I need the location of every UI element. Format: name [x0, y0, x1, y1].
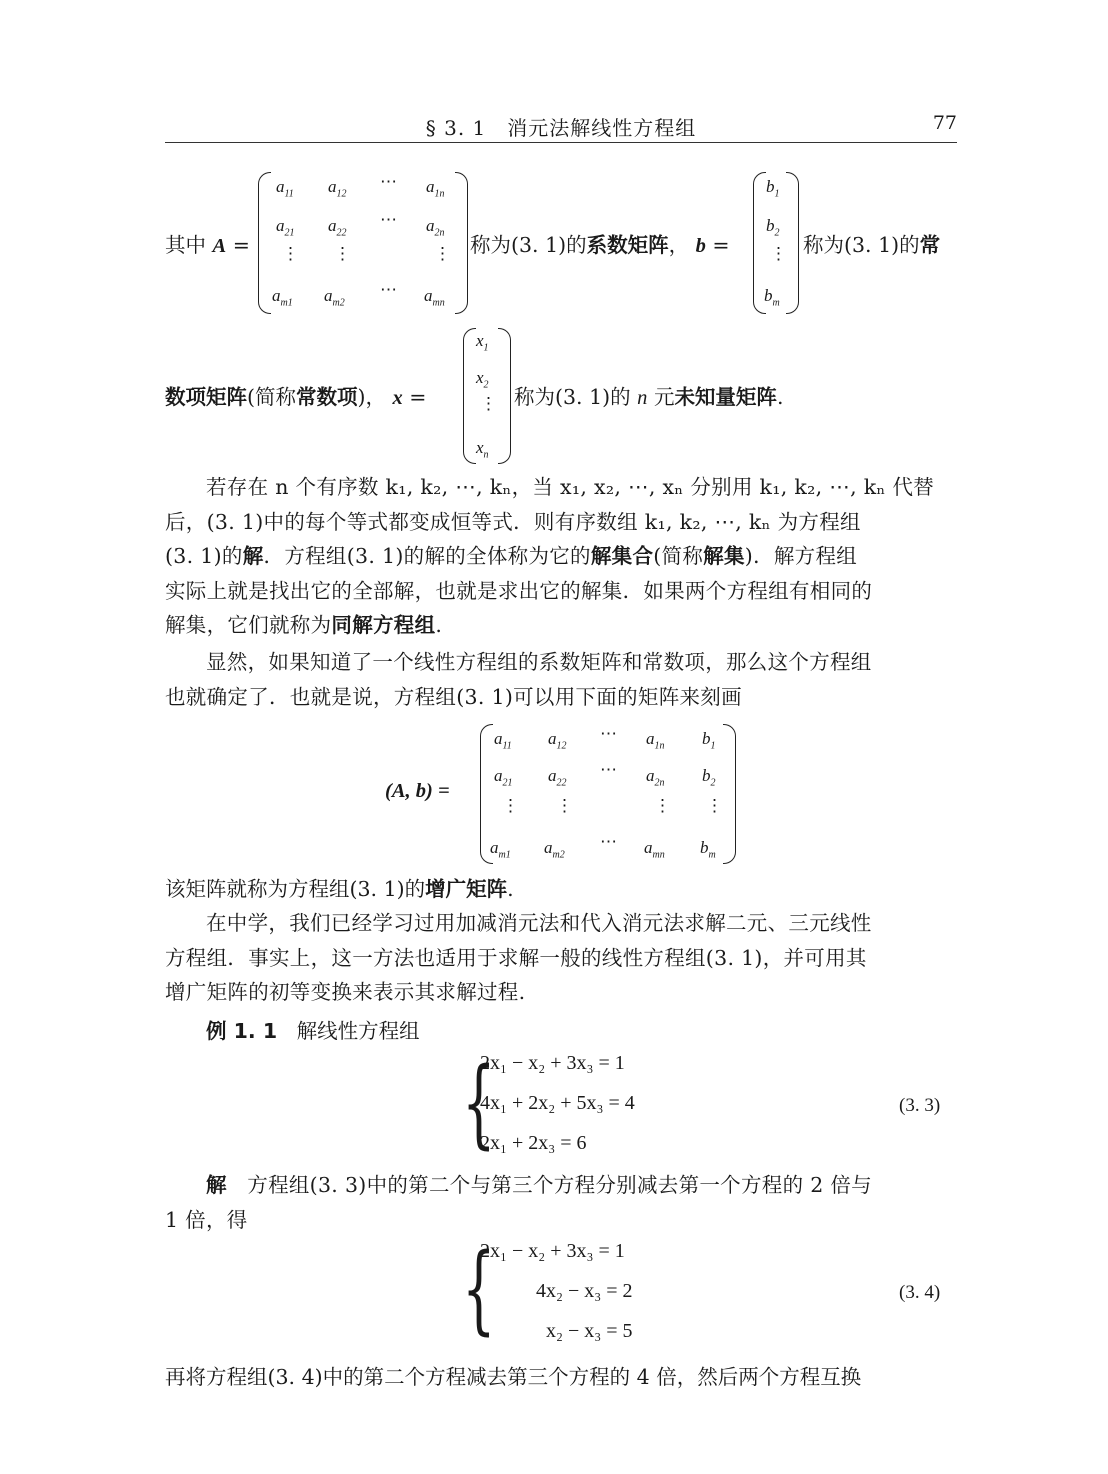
cell-a22: $a_{22}$ [548, 766, 567, 789]
cell-vdots: ⋮ [556, 796, 573, 816]
cell-a12: $a_{12}$ [328, 177, 347, 200]
cell-bm: $b_m$ [700, 838, 716, 861]
cell-amn: $a_{mn}$ [424, 286, 445, 309]
cell-a22: $a_{22}$ [328, 216, 347, 239]
p1-pre: 其中 A = [165, 233, 250, 257]
cell-a11: $a_{11}$ [276, 177, 294, 200]
equation-row: 2x₁ − x₂ + 3x₃ = 1 [480, 1052, 625, 1074]
cell-bm: $b_m$ [764, 286, 780, 309]
augmented-sentence: 该矩阵就称为方程组(3. 1)的增广矩阵. [165, 877, 514, 901]
equation-row: 4x₂ − x₃ = 2 [536, 1280, 633, 1302]
cell-dots: ⋯ [600, 760, 617, 780]
paragraph-solution-step: 解 方程组(3. 3)中的第二个与第三个方程分别减去第一个方程的 2 倍与 1 倍，得 [165, 1173, 872, 1232]
cell-am1: $a_{m1}$ [490, 838, 511, 861]
cell-a1n: $a_{1n}$ [426, 177, 445, 200]
cell-a12: $a_{12}$ [548, 729, 567, 752]
cell-b2: $b_2$ [766, 216, 780, 239]
equation-row: x₂ − x₃ = 5 [546, 1320, 633, 1342]
cell-vdots: ⋮ [770, 244, 787, 264]
brace-icon: { [462, 1233, 496, 1345]
cell-am1: $a_{m1}$ [272, 286, 293, 309]
cell-vdots: ⋮ [480, 394, 497, 414]
cell-a2n: $a_{2n}$ [426, 216, 445, 239]
cell-vdots: ⋮ [502, 796, 519, 816]
augmented-label: (A, b) = [385, 780, 450, 802]
cell-x1: $x_1$ [476, 331, 489, 354]
augmented-matrix [480, 724, 736, 864]
header-title: § 3. 1 消元法解线性方程组 [425, 116, 697, 140]
cell-dots: ⋯ [380, 172, 397, 192]
page-number: 77 [932, 112, 957, 134]
cell-vdots: ⋮ [334, 244, 351, 264]
cell-dots: ⋯ [380, 210, 397, 230]
cell-am2: $a_{m2}$ [544, 838, 565, 861]
p2-lead: 数项矩阵(简称常数项)， x = [165, 385, 427, 409]
p2-tail: 称为(3. 1)的 n 元未知量矩阵. [514, 385, 784, 409]
cell-vdots: ⋮ [434, 244, 451, 264]
cell-b1: $b_1$ [702, 729, 716, 752]
vector-x [463, 328, 511, 464]
equation-row: 2x₁ + 2x₃ = 6 [480, 1132, 587, 1154]
last-line: 再将方程组(3. 4)中的第二个方程减去第三个方程的 4 倍，然后两个方程互换 [165, 1365, 862, 1389]
cell-b2: $b_2$ [702, 766, 716, 789]
paragraph-solution: 若存在 n 个有序数 k₁, k₂, ⋯, kₙ，当 x₁, x₂, ⋯, xₙ 分别用 k₁, k₂, ⋯, kₙ 代替 后，(3. 1)中的每个等式都变成恒等式．则有序数组 k₁, k₂, ⋯, kₙ 为方程组 (3. 1)的解．方程组(3. 1)的解的全体称为它的解集合(简称解集)．解方程组 实际上就是找出它的全部解，也就是求出它的解集．如果两个方程组有相同的 解集，它们就称为同解方程组. [165, 475, 935, 637]
cell-a21: $a_{21}$ [276, 216, 295, 239]
cell-am2: $a_{m2}$ [324, 286, 345, 309]
cell-xn: $x_n$ [476, 438, 489, 461]
equation-number: (3. 3) [899, 1095, 941, 1116]
equation-row: 4x₁ + 2x₂ + 5x₃ = 4 [480, 1092, 635, 1114]
cell-dots: ⋯ [380, 280, 397, 300]
equation-number: (3. 4) [899, 1282, 941, 1303]
example-heading: 例 1. 1 解线性方程组 [206, 1019, 420, 1043]
vector-b [753, 172, 799, 314]
paragraph-obvious: 显然，如果知道了一个线性方程组的系数矩阵和常数项，那么这个方程组 也就确定了．也就是说，方程组(3. 1)可以用下面的矩阵来刻画 [165, 650, 872, 709]
equation-row: 2x₁ − x₂ + 3x₃ = 1 [480, 1240, 625, 1262]
running-header [165, 112, 957, 143]
cell-a21: $a_{21}$ [494, 766, 513, 789]
cell-a1n: $a_{1n}$ [646, 729, 665, 752]
p1-mid: 称为(3. 1)的系数矩阵， b = [470, 233, 730, 257]
cell-vdots: ⋮ [706, 796, 723, 816]
paragraph-middle-school: 在中学，我们已经学习过用加减消元法和代入消元法求解二元、三元线性 方程组．事实上，这一方法也适用于求解一般的线性方程组(3. 1)，并可用其 增广矩阵的初等变换来表示其求解过程. [165, 911, 872, 1004]
cell-vdots: ⋮ [282, 244, 299, 264]
cell-dots: ⋯ [600, 724, 617, 744]
brace-icon: { [462, 1047, 496, 1159]
cell-vdots: ⋮ [654, 796, 671, 816]
cell-a11: $a_{11}$ [494, 729, 512, 752]
cell-x2: $x_2$ [476, 368, 489, 391]
matrix-A [258, 172, 468, 314]
p1-tail: 称为(3. 1)的常 [803, 233, 941, 257]
cell-amn: $a_{mn}$ [644, 838, 665, 861]
cell-a2n: $a_{2n}$ [646, 766, 665, 789]
cell-b1: $b_1$ [766, 177, 780, 200]
cell-dots: ⋯ [600, 832, 617, 852]
